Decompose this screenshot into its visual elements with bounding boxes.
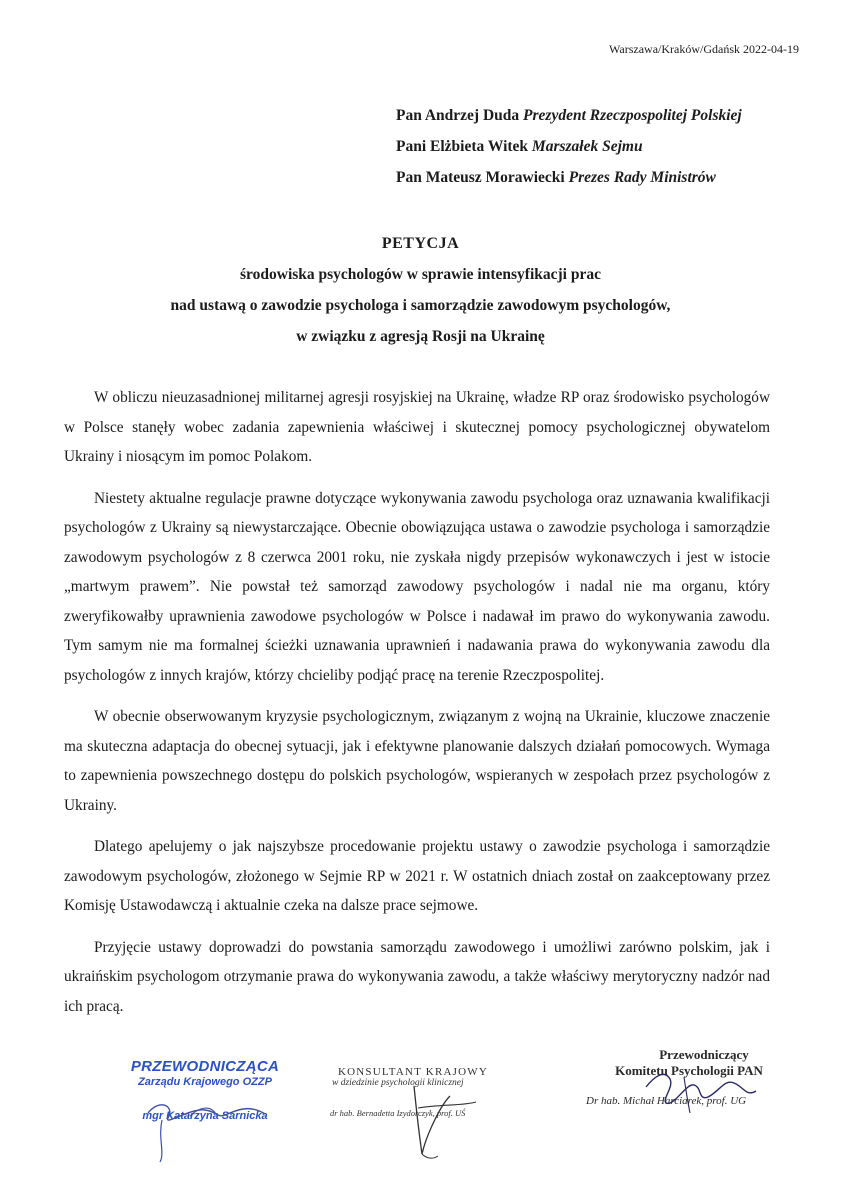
signature-pan-committee: [574, 1047, 794, 1137]
petition-headline: PETYCJA: [381, 235, 460, 252]
stamp-field: w dziedzinie psychologii klinicznej: [332, 1078, 464, 1088]
signature-stamp-ozzp: [120, 1058, 290, 1168]
petition-subtitle-line-2: nad ustawą o zawodzie psychologa i samorządzie zawodowym psychologów,: [170, 297, 671, 314]
stamp-org: Zarządu Krajowego OZZP: [138, 1076, 272, 1088]
addressee-prime-minister: [396, 162, 742, 193]
signature-consultant: [322, 1066, 502, 1166]
petition-subtitle-line-3: w związku z agresją Rosji na Ukrainę: [296, 328, 545, 345]
petition-subtitle-line-1: środowiska psychologów w sprawie intensyfikacji prac: [240, 266, 601, 283]
addressee-list: [396, 100, 742, 193]
stamp-name: Dr hab. Michał Harciarek, prof. UG: [586, 1095, 747, 1107]
handwritten-signature: [322, 1066, 502, 1166]
addressee-president: [396, 100, 742, 131]
place-date: Warszawa/Kraków/Gdańsk 2022-04-19: [609, 42, 799, 56]
paragraph: W obliczu nieuzasadnionej militarnej agresji rosyjskiej na Ukrainę, władze RP oraz środowisko psychologów w Polsce stanęły wobec zadania zapewnienia właściwej i skutecznej pomocy psychologicznej obywatelom Ukrainy i niosącym im pomoc Polakom.: [64, 389, 770, 465]
stamp-title: PRZEWODNICZĄCA: [130, 1058, 280, 1075]
stamp-title: Przewodniczący: [659, 1047, 749, 1062]
addressee-role: Marszałek Sejmu: [531, 138, 643, 155]
petition-title: [0, 228, 841, 352]
addressee-name: Pan Mateusz Morawiecki: [396, 169, 565, 186]
addressee-name: Pan Andrzej Duda: [396, 107, 520, 124]
stamp-name: mgr Katarzyna Sarnicka: [142, 1110, 268, 1122]
handwritten-signature: [120, 1058, 290, 1168]
addressee-name: Pani Elżbieta Witek: [396, 138, 529, 155]
addressee-role: Prezes Rady Ministrów: [568, 169, 716, 186]
stamp-title: KONSULTANT KRAJOWY: [338, 1066, 488, 1078]
paragraph: Przyjęcie ustawy doprowadzi do powstania samorządu zawodowego i umożliwi zarówno polskim, jak i ukraińskim psychologom otrzymanie prawa do wykonywania zawodu, a także właściwy merytoryczny nadzór nad ich pracą.: [64, 938, 770, 1015]
stamp-org: Komitetu Psychologii PAN: [615, 1063, 763, 1078]
addressee-role: Prezydent Rzeczpospolitej Polskiej: [523, 107, 742, 124]
paragraph: W obecnie obserwowanym kryzysie psychologicznym, związanym z wojną na Ukrainie, kluczowe znaczenie ma skuteczna adaptacja do obecnej sytuacji, jak i efektywne planowanie dalszych działań pomocowych. Wymaga to zapewnienia powszechnego dostępu do polskich psychologów, wspieranych w zespołach przez psychologów z Ukrainy.: [64, 708, 770, 814]
handwritten-signature: [574, 1047, 794, 1137]
stamp-name: dr hab. Bernadetta Izydorczyk, prof. UŚ: [330, 1108, 466, 1118]
petition-body: [64, 383, 770, 1033]
paragraph: Niestety aktualne regulacje prawne dotyczące wykonywania zawodu psychologa oraz uznawania kwalifikacji psychologów z Ukrainy są niewystarczające. Obecnie obowiązująca ustawa o zawodzie psychologa i samorządzie zawodowym psychologów z 8 czerwca 2001 roku, nie zyskała nigdy przepisów wykonawczych i jest w istocie „martwym prawem”. Nie powstał też samorząd zawodowy psychologów i nadal nie ma organu, który zweryfikowałby uprawnienia zawodowe psychologów w Polsce i nadawał im prawo do wykonywania zawodu. Tym samym nie ma formalnej ścieżki uznawania uprawnień i nadawania prawa do wykonywania zawodu dla psychologów z innych krajów, którzy chcieliby podjąć pracę na terenie Rzeczpospolitej.: [64, 489, 770, 684]
paragraph: Dlatego apelujemy o jak najszybsze procedowanie projektu ustawy o zawodzie psychologa i samorządzie zawodowym psychologów, złożonego w Sejmie RP w 2021 r. W ostatnich dniach został on zaakceptowany przez Komisję Ustawodawczą i aktualnie czeka na dalsze prace sejmowe.: [64, 838, 770, 914]
addressee-marshal: [396, 131, 742, 162]
